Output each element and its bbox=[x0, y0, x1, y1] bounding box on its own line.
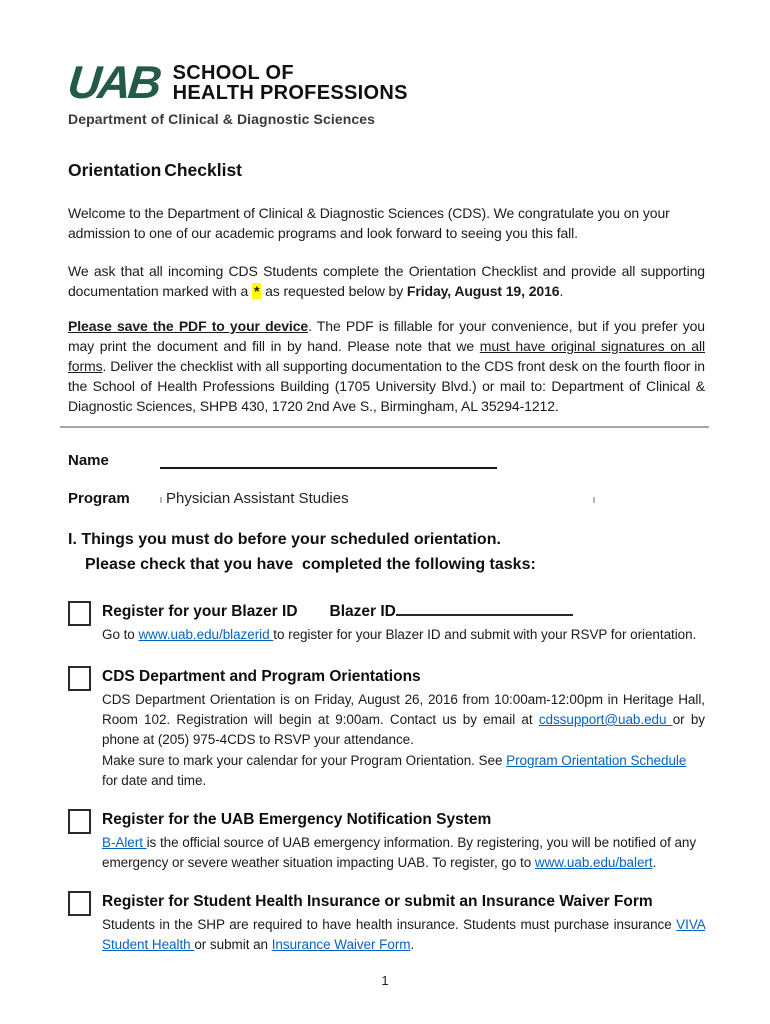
paragraph-save-pdf bbox=[68, 316, 705, 416]
name-field-row bbox=[68, 452, 705, 469]
welcome-text: Welcome to the Department of Clinical & Diagnostic Sciences (CDS). We congratulate you on your admission to one of our academic programs and look forward to seeing you this fall. bbox=[68, 205, 670, 241]
body-text-2: . bbox=[652, 855, 657, 870]
save-pdf-text-2: . Deliver the checklist with all supporting documentation to the CDS front desk on the fourth floor in the School of Health Professions Building (1705 University Blvd.) or mail to: Department of Clinical & Diagnostic Sciences, SHPB 430, 1720 2nd Ave S., Birmingham, AL 35294-1212. bbox=[68, 358, 705, 414]
body-text-3: or submit an bbox=[194, 937, 272, 952]
program-field-row bbox=[68, 490, 705, 507]
checklist-item-health-insurance bbox=[68, 890, 705, 955]
school-name-line1: SCHOOL OF bbox=[172, 62, 294, 84]
uab-logo-mark: UAB bbox=[65, 56, 162, 108]
orientations-item-body bbox=[102, 690, 705, 750]
item-heading-row bbox=[102, 600, 705, 624]
body2-text-1: Make sure to mark your calendar for your Program Orientation. See bbox=[102, 753, 507, 768]
program-orientation-schedule-link[interactable]: Program Orientation Schedule bbox=[506, 753, 687, 768]
orientations-item-heading: CDS Department and Program Orientations bbox=[102, 668, 421, 685]
deadline-date: Friday, August 19, 2016 bbox=[406, 283, 560, 299]
emergency-item-body bbox=[102, 833, 705, 873]
horizontal-divider bbox=[60, 426, 709, 428]
checklist-item-blazer-id bbox=[68, 600, 705, 645]
required-asterisk-highlight: * bbox=[253, 283, 260, 299]
item-content bbox=[102, 665, 705, 791]
item-content bbox=[102, 600, 705, 645]
save-pdf-text-1: . The PDF is fillable for your convenience, but if you prefer you may print the document and fill in by hand. Please note that we bbox=[68, 318, 705, 354]
page-title: Orientation Checklist bbox=[68, 160, 243, 180]
checkbox-emergency-notification[interactable] bbox=[68, 809, 91, 834]
b-alert-link[interactable]: B-Alert bbox=[102, 835, 147, 850]
balert-url-link[interactable]: www.uab.edu/balert bbox=[534, 855, 653, 870]
deadline-text-3: . bbox=[559, 283, 564, 299]
program-label: Program bbox=[68, 490, 130, 507]
body-text-1: Go to bbox=[102, 627, 139, 642]
paragraph-welcome bbox=[68, 203, 705, 243]
body-text-1: Students in the SHP are required to have health insurance. Students must purchase insurance bbox=[102, 917, 677, 932]
blazer-id-inline-label: Blazer ID bbox=[329, 603, 396, 620]
header bbox=[65, 56, 705, 127]
blazer-id-item-body bbox=[102, 625, 705, 645]
insurance-item-body bbox=[102, 915, 705, 955]
uab-logo bbox=[65, 56, 705, 108]
checklist-item-orientations bbox=[68, 665, 705, 791]
checkbox-orientations[interactable] bbox=[68, 666, 91, 691]
deadline-text-2: as requested below by bbox=[261, 283, 407, 299]
body-text-2: or by phone at (205) 975-4CDS to RSVP your attendance. bbox=[102, 712, 706, 747]
item-content bbox=[102, 808, 705, 873]
department-name: Department of Clinical & Diagnostic Sciences bbox=[68, 111, 376, 127]
paragraph-deadline bbox=[68, 261, 705, 301]
body-text-2: to register for your Blazer ID and submit with your RSVP for orientation. bbox=[273, 627, 697, 642]
form-field-tick-right bbox=[593, 497, 595, 503]
school-name-line2: HEALTH PROFESSIONS bbox=[172, 82, 408, 104]
orientations-item-body2 bbox=[102, 751, 705, 791]
student-health-link[interactable]: Student Health bbox=[102, 937, 195, 952]
deadline-text-1: We ask that all incoming CDS Students complete the Orientation Checklist and provide all supporting documentation marked with a bbox=[68, 263, 705, 299]
viva-link[interactable]: VIVA bbox=[676, 917, 705, 932]
cds-support-email-link[interactable]: cdssupport@uab.edu bbox=[538, 712, 673, 727]
blazer-id-item-heading: Register for your Blazer ID bbox=[102, 603, 298, 620]
program-field[interactable]: Physician Assistant Studies bbox=[166, 490, 349, 507]
body-text-1: CDS Department Orientation is on Friday, August 26, 2016 from 10:00am-12:00pm in Heritage Hall, Room 102. Registration will begin at 9:00am. Contact us by email at bbox=[102, 692, 705, 727]
section1-heading-line2: Please check that you have completed the following tasks: bbox=[85, 556, 536, 573]
insurance-item-heading: Register for Student Health Insurance or submit an Insurance Waiver Form bbox=[102, 893, 653, 910]
blazer-id-input-line[interactable] bbox=[396, 603, 573, 616]
name-input-line[interactable] bbox=[160, 454, 497, 469]
section1-heading-line1: I. Things you must do before your scheduled orientation. bbox=[68, 531, 501, 548]
emergency-item-heading: Register for the UAB Emergency Notification System bbox=[102, 811, 492, 828]
body-text-1: is the official source of UAB emergency information. By registering, you will be notified of any emergency or severe weather situation impacting UAB. To register, go to bbox=[102, 835, 697, 870]
body-text-4: . bbox=[410, 937, 415, 952]
body2-text-2: for date and time. bbox=[102, 773, 207, 788]
section1-heading bbox=[68, 527, 705, 577]
original-signatures-emphasis: must have original signatures on all forms bbox=[68, 338, 705, 374]
save-pdf-lead: Please save the PDF to your device bbox=[68, 318, 309, 334]
school-name bbox=[173, 60, 408, 103]
name-label: Name bbox=[68, 452, 109, 469]
blazerid-link[interactable]: www.uab.edu/blazerid bbox=[138, 627, 274, 642]
checkbox-health-insurance[interactable] bbox=[68, 891, 91, 916]
insurance-waiver-form-link[interactable]: Insurance Waiver Form bbox=[271, 937, 411, 952]
item-content bbox=[102, 890, 705, 955]
page-number: 1 bbox=[381, 973, 389, 988]
checklist-item-emergency-notification bbox=[68, 808, 705, 873]
checkbox-blazer-id[interactable] bbox=[68, 601, 91, 626]
